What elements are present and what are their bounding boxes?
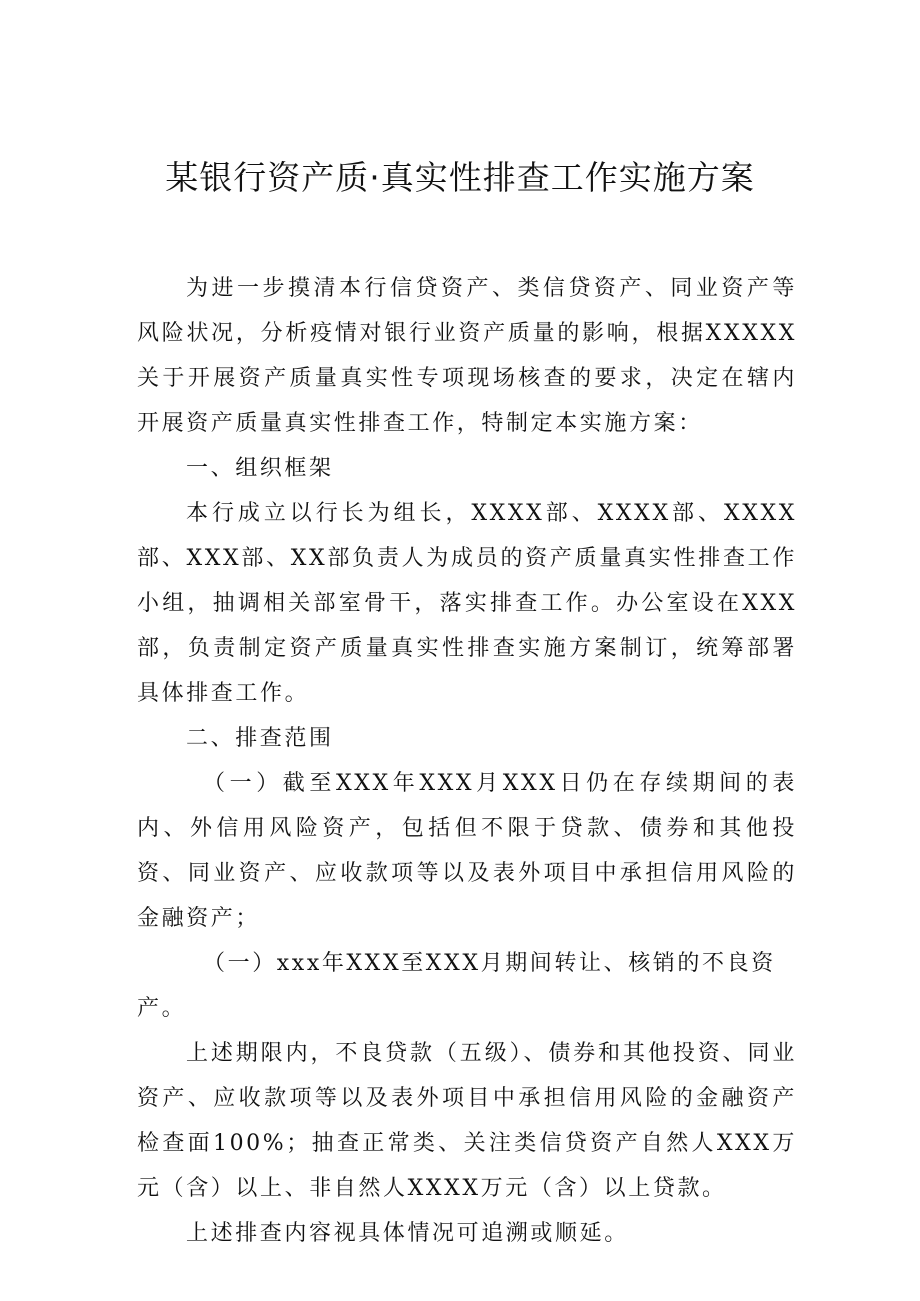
scope-note-paragraph: 上述排查内容视具体情况可追溯或顺延。 [186,1221,629,1246]
document-title: 某银行资产质·真实性排查工作实施方案 [165,158,755,197]
organization-paragraph: 本行成立以行长为组长，XXXX部、XXXX部、XXXX部、XXX部、XX部负责人为成员的资产质量真实性排查工作小组，抽调相关部室骨干，落实排查工作。办公室设在XXX部，负责制定资产质量真实性排查实施方案制订，统筹部署具体排查工作。 [137,501,797,706]
section-heading-scope: 二、排查范围 [186,726,334,751]
intro-paragraph: 为进一步摸清本行信贷资产、类信贷资产、同业资产等风险状况，分析疫情对银行业资产质量的影响，根据XXXXX关于开展资产质量真实性专项现场核查的要求，决定在辖内开展资产质量真实性排查工作，特制定本实施方案： [137,276,797,436]
document-body [137,266,797,1256]
scope-coverage-paragraph: 上述期限内，不良贷款（五级）、债券和其他投资、同业资产、应收款项等以及表外项目中承担信用风险的金融资产检查面100%；抽查正常类、关注类信贷资产自然人XXX万元（含）以上、非自然人XXXX万元（含）以上贷款。 [137,1041,797,1201]
scope-item-2: （一）xxx年XXX至XXX月期间转让、核销的不良资产。 [137,951,776,1021]
scope-item-1: （一）截至XXX年XXX月XXX日仍在存续期间的表内、外信用风险资产，包括但不限于贷款、债券和其他投资、同业资产、应收款项等以及表外项目中承担信用风险的金融资产； [137,771,797,931]
section-heading-organization: 一、组织框架 [186,456,334,481]
